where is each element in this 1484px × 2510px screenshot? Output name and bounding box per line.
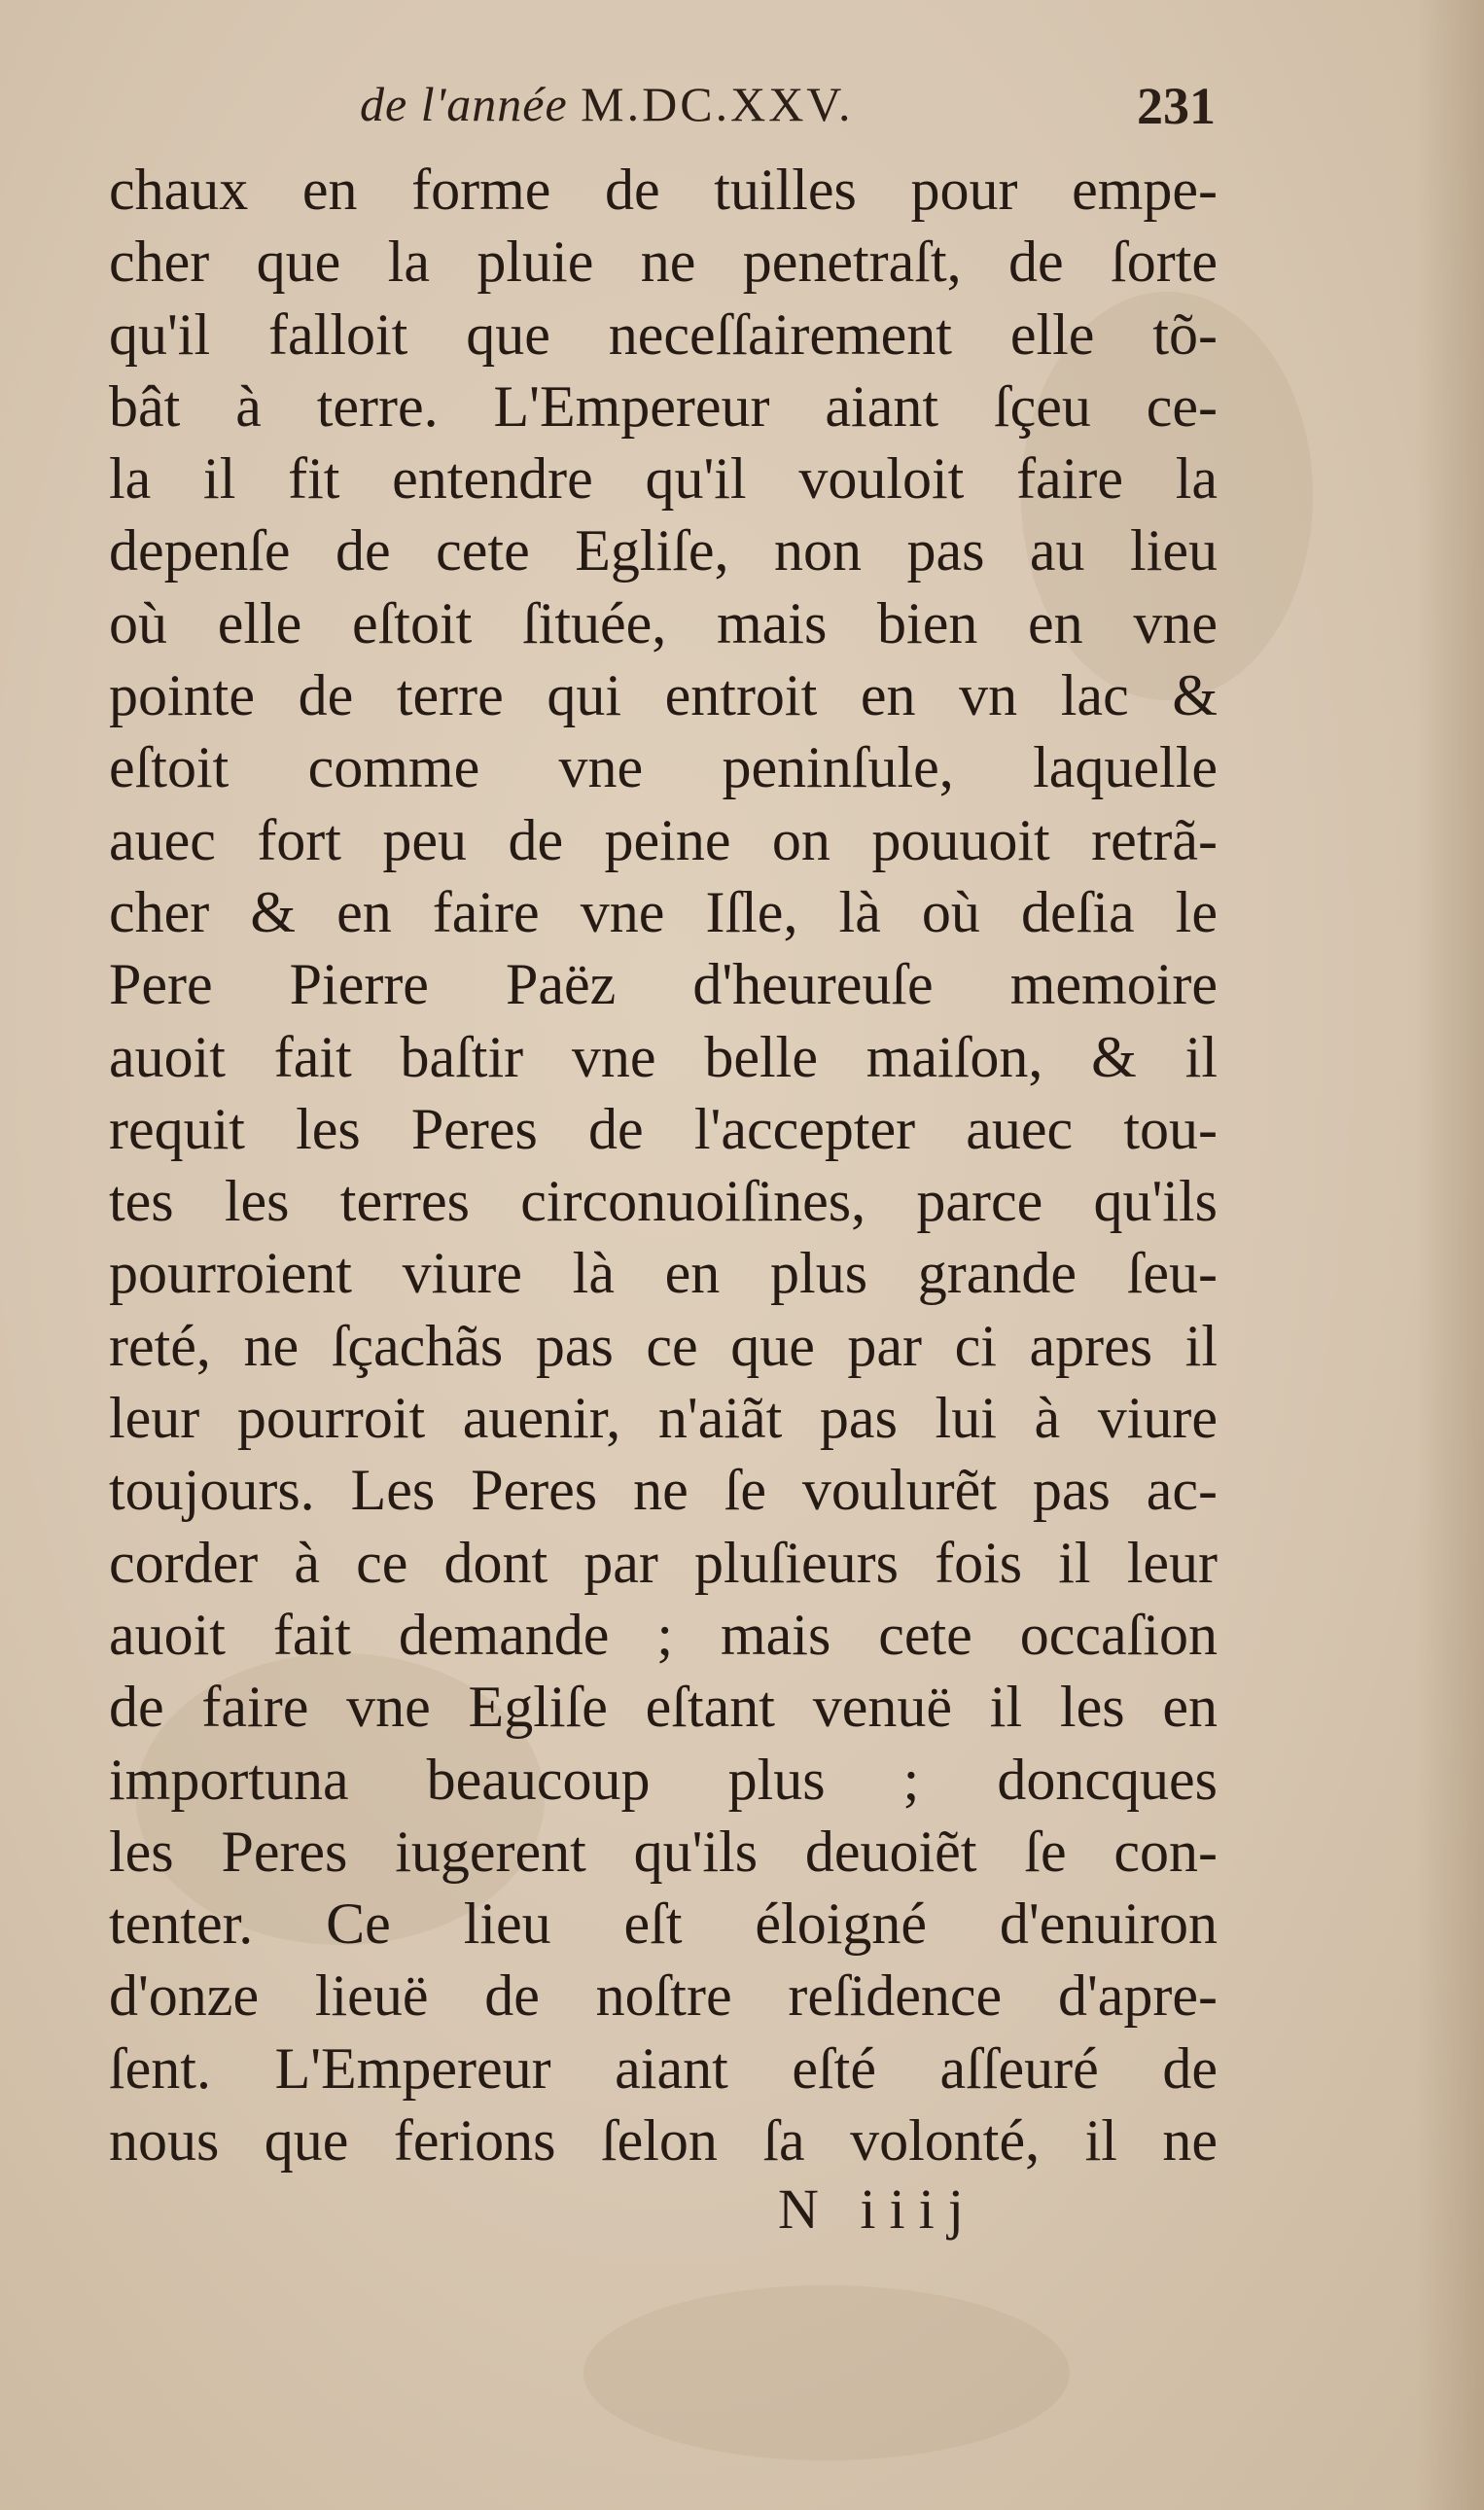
text-line: cher que la pluie ne penetraſt, de ſorte <box>109 230 1218 295</box>
text-line: importuna beaucoup plus ; doncques <box>109 1747 1218 1812</box>
text-line: auoit fait baſtir vne belle maiſon, & il <box>109 1024 1218 1089</box>
page-number: 231 <box>1137 77 1216 135</box>
text-line: reté, ne ſçachãs pas ce que par ci apres il <box>109 1313 1218 1378</box>
paper-stain <box>583 2285 1070 2460</box>
text-line: depenſe de cete Egliſe, non pas au lieu <box>109 518 1218 583</box>
text-line: de faire vne Egliſe eſtant venuë il les en <box>109 1675 1218 1740</box>
text-line: pourroient viure là en plus grande ſeu- <box>109 1241 1218 1306</box>
page-edge-shadow <box>1416 0 1484 2510</box>
text-line: la il fit entendre qu'il vouloit faire la <box>109 446 1218 512</box>
body-text <box>109 154 1218 2176</box>
text-line: bât à terre. L'Empereur aiant ſçeu ce- <box>109 373 1218 439</box>
running-head-year: M.DC.XXV. <box>581 77 854 131</box>
text-line: Pere Pierre Paëz d'heureuſe memoire <box>109 952 1218 1017</box>
text-line: corder à ce dont par pluſieurs fois il leur <box>109 1530 1218 1595</box>
text-line: tenter. Ce lieu eſt éloigné d'enuiron <box>109 1891 1218 1957</box>
text-line: chaux en forme de tuilles pour empe- <box>109 158 1218 222</box>
text-line: auec fort peu de peine on pouuoit retrã- <box>109 807 1218 872</box>
text-line: toujours. Les Peres ne ſe voulurẽt pas ac- <box>109 1458 1218 1523</box>
text-line: auoit fait demande ; mais cete occaſion <box>109 1602 1218 1667</box>
signature-mark: N iiij <box>778 2177 977 2241</box>
running-head <box>360 76 1216 154</box>
text-line: requit les Peres de l'accepter auec tou- <box>109 1096 1218 1161</box>
text-line: cher & en faire vne Iſle, là où deſia le <box>109 879 1218 944</box>
text-line: pointe de terre qui entroit en vn lac & <box>109 663 1218 728</box>
text-line: ſent. L'Empereur aiant eſté aſſeuré de <box>109 2035 1218 2101</box>
running-head-title: de l'année M.DC.XXV. <box>360 77 854 131</box>
text-line: nous que ferions ſelon ſa volonté, il ne <box>109 2108 1218 2174</box>
text-line: les Peres iugerent qu'ils deuoiẽt ſe con- <box>109 1819 1218 1884</box>
text-line: leur pourroit auenir, n'aiãt pas lui à viure <box>109 1386 1218 1451</box>
text-line: qu'il falloit que neceſſairement elle tõ- <box>109 301 1218 367</box>
text-line: où elle eſtoit ſituée, mais bien en vne <box>109 590 1218 655</box>
text-line: d'onze lieuë de noſtre reſidence d'apre- <box>109 1963 1218 2029</box>
text-line: tes les terres circonuoiſines, parce qu'ils <box>109 1169 1218 1234</box>
text-line: eſtoit comme vne peninſule, laquelle <box>109 735 1218 800</box>
